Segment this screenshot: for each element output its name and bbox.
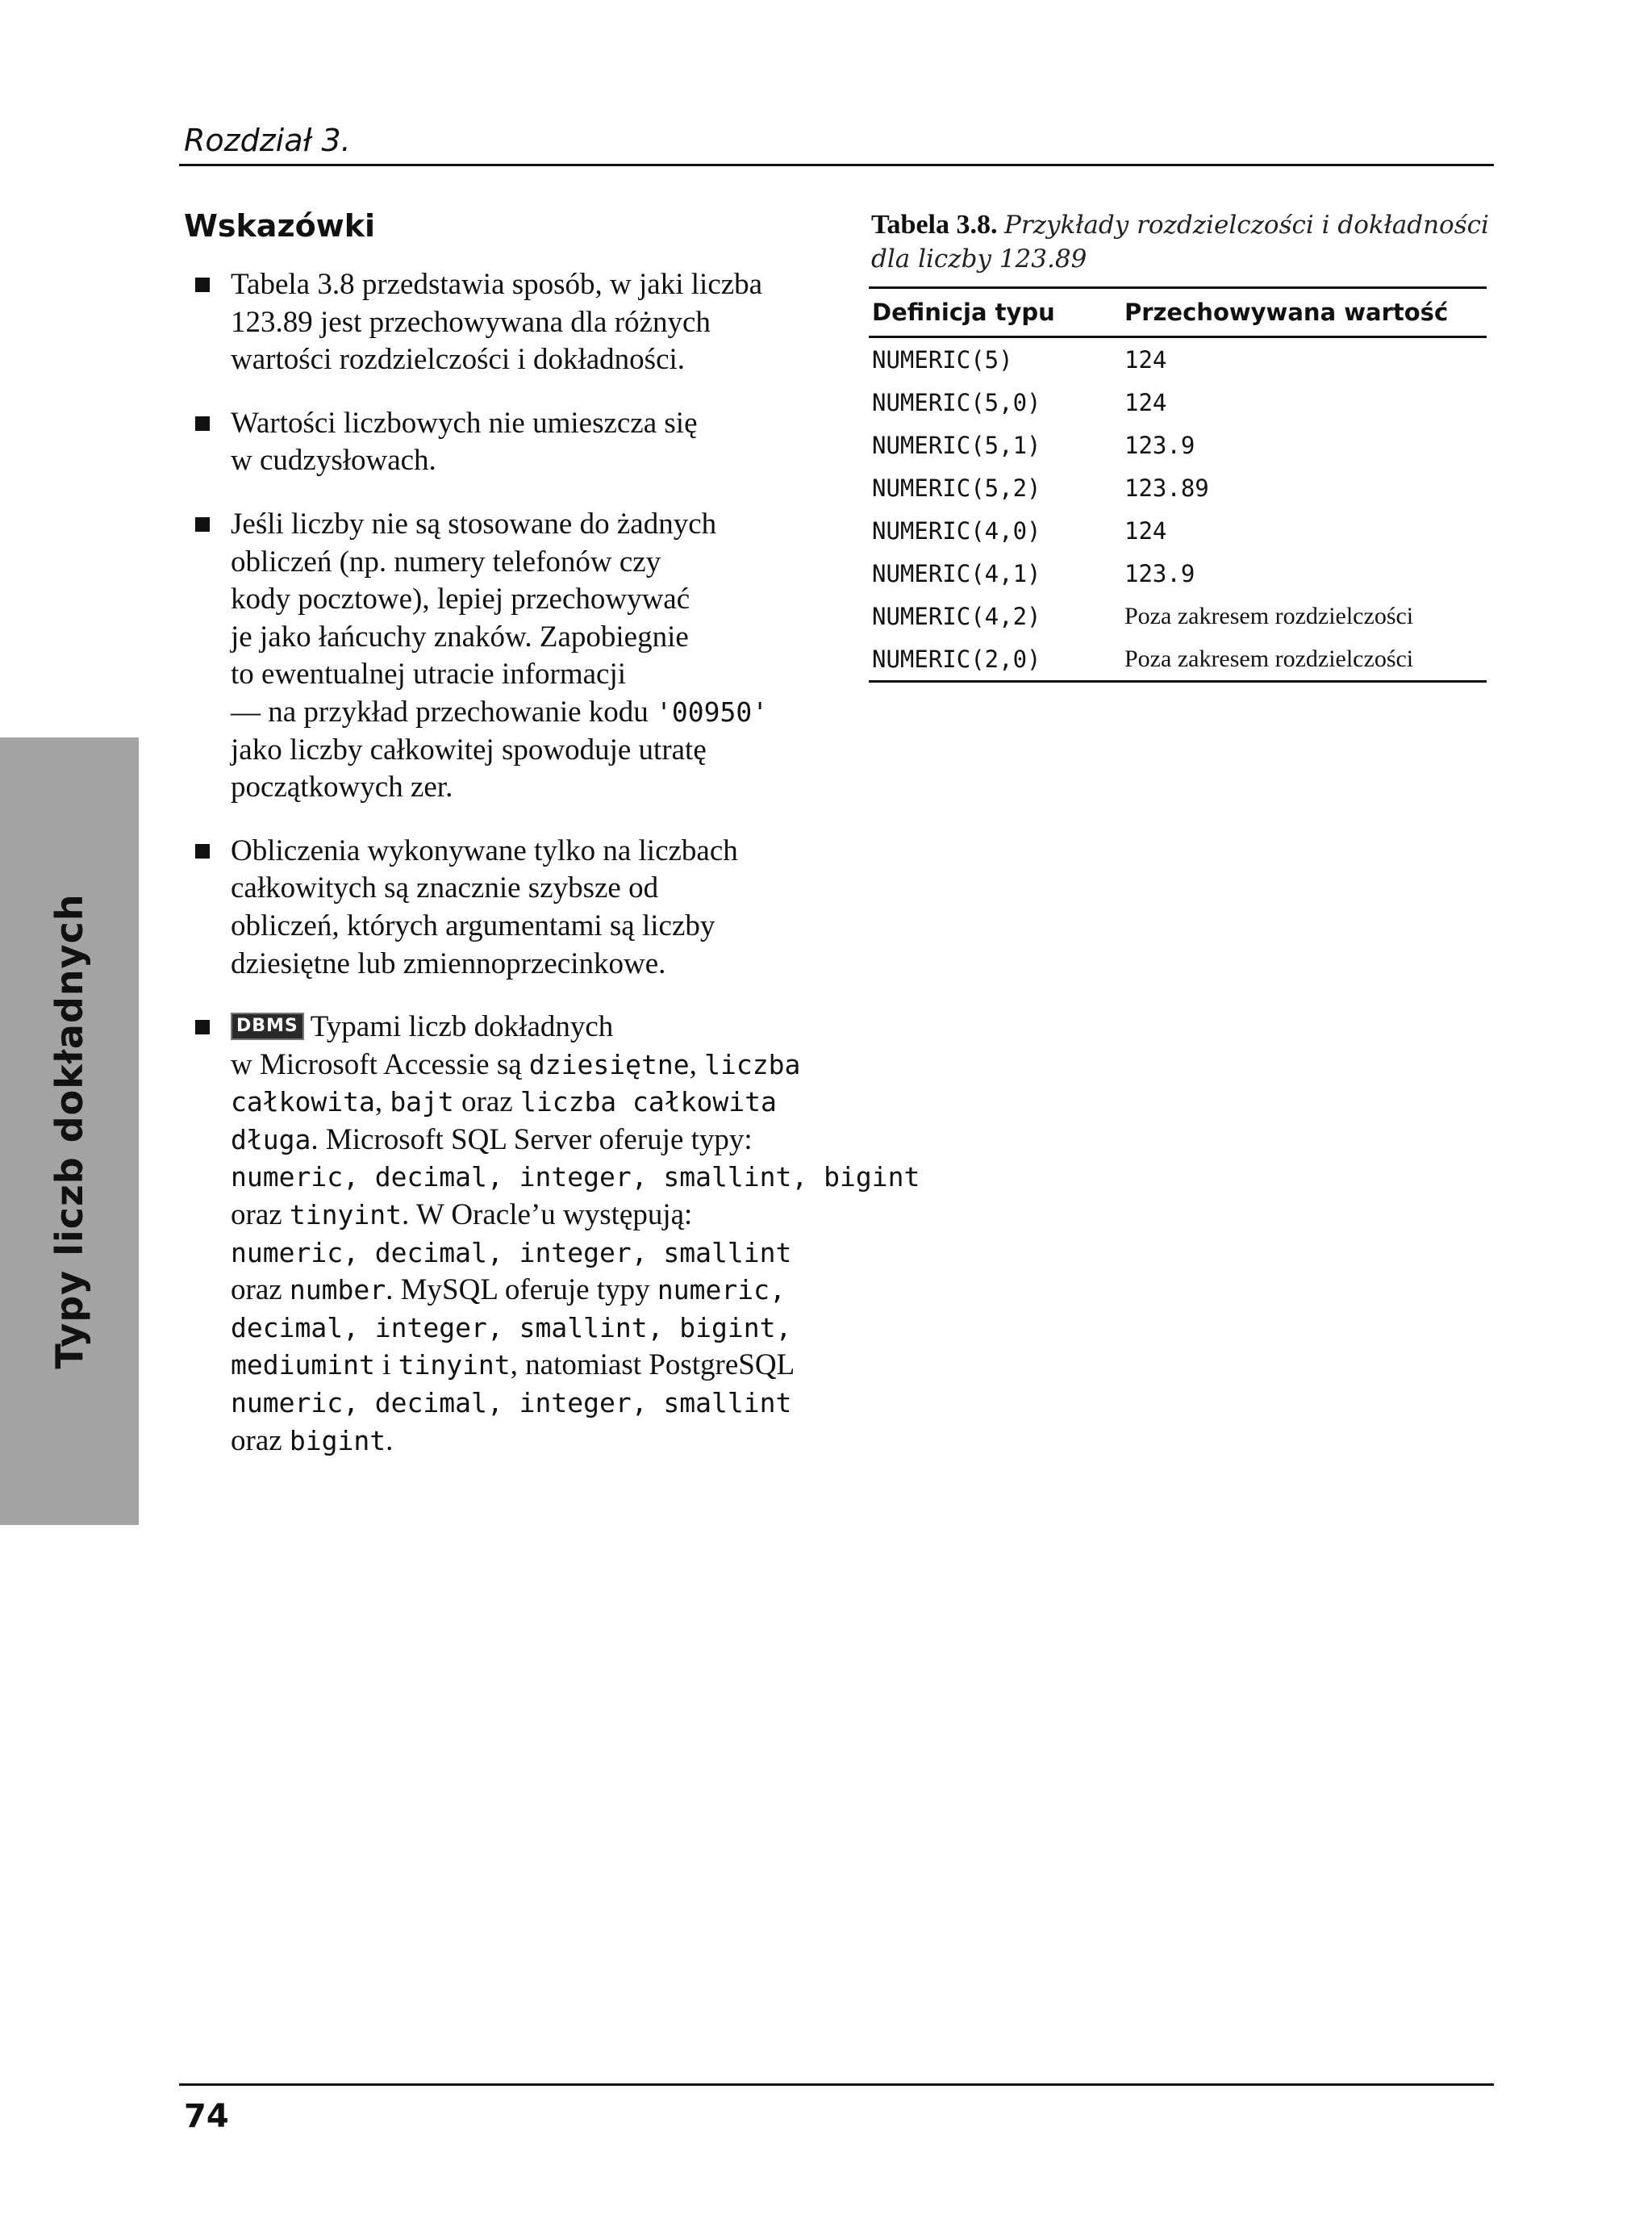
code-snippet: całkowita <box>231 1086 375 1118</box>
bullet-icon <box>195 517 210 532</box>
table-row <box>869 509 1487 552</box>
tip-text: oraz <box>231 1423 290 1457</box>
tip-line: początkowych zer. <box>231 771 453 804</box>
tip-text: . MySQL oferuje typy <box>386 1273 657 1307</box>
tip-line: to ewentualnej utracie informacji <box>231 658 627 691</box>
table-row <box>869 337 1487 382</box>
column-header: Definicja typu <box>869 288 1121 337</box>
stored-value-cell: 123.89 <box>1124 474 1209 502</box>
tip-line <box>231 1047 831 1084</box>
code-snippet: dziesiętne <box>528 1048 690 1080</box>
table-row <box>869 637 1487 682</box>
table-caption-text: dla liczby 123.89 <box>871 244 1087 274</box>
tip-item <box>194 1009 920 1460</box>
code-line: numeric, decimal, integer, smallint, bigint <box>231 1161 920 1193</box>
tip-item <box>194 833 831 983</box>
bullet-icon <box>195 416 210 431</box>
code-snippet: liczba całkowita <box>519 1086 777 1118</box>
tip-line <box>231 1197 831 1235</box>
table-row <box>869 595 1487 637</box>
type-definition-cell: NUMERIC(5) <box>872 345 1013 374</box>
table-caption-label: Tabela 3.8. <box>871 210 998 240</box>
chapter-header: Rozdział 3. <box>184 123 351 158</box>
code-snippet: mediumint <box>231 1349 375 1381</box>
table-row <box>869 381 1487 424</box>
tip-line <box>231 694 831 732</box>
bullet-icon <box>195 844 210 859</box>
type-definition-cell: NUMERIC(2,0) <box>869 637 1121 682</box>
tip-line <box>231 1423 831 1460</box>
table-caption <box>871 208 1500 276</box>
code-line: numeric, decimal, integer, smallint <box>231 1387 792 1419</box>
tip-line <box>231 1122 831 1159</box>
code-snippet: bigint <box>289 1424 386 1456</box>
bullet-icon <box>195 1020 210 1034</box>
tip-text: . W Oracle’u występują: <box>402 1198 693 1232</box>
tip-line: je jako łańcuchy znaków. Zapobiegnie <box>231 620 689 654</box>
tip-line: dziesiętne lub zmiennoprzecinkowe. <box>231 946 666 980</box>
tip-line: 123.89 jest przechowywana dla różnych <box>231 305 711 339</box>
tip-line: Jeśli liczby nie są stosowane do żadnych <box>231 507 717 541</box>
type-definition-cell: NUMERIC(5,0) <box>872 388 1041 416</box>
tip-text: oraz <box>231 1273 290 1307</box>
code-snippet: długa <box>231 1123 311 1155</box>
code-snippet: numeric, <box>657 1274 786 1306</box>
footer-rule <box>179 2083 1494 2086</box>
type-definition-cell: NUMERIC(5,2) <box>872 474 1041 502</box>
tips-heading: Wskazówki <box>184 208 376 244</box>
stored-value-cell: 124 <box>1124 345 1167 374</box>
code-snippet: tinyint <box>289 1199 402 1231</box>
table-row <box>869 424 1487 466</box>
tip-line: jako liczby całkowitej spowoduje utratę <box>231 733 707 767</box>
code-snippet: tinyint <box>398 1349 511 1381</box>
stored-value-cell: 123.9 <box>1124 431 1195 459</box>
bullet-icon <box>195 278 210 292</box>
code-snippet: number <box>289 1274 386 1306</box>
tip-line: obliczeń (np. numery telefonów czy <box>231 545 661 579</box>
tip-line: kody pocztowe), lepiej przechowywać <box>231 583 690 616</box>
tip-line: w cudzysłowach. <box>231 444 436 478</box>
table-row <box>869 466 1487 509</box>
type-definition-cell: NUMERIC(4,2) <box>872 602 1041 630</box>
tip-line <box>231 1084 831 1122</box>
tip-line: Obliczenia wykonywane tylko na liczbach <box>231 834 738 867</box>
page-number: 74 <box>184 2098 229 2135</box>
stored-value-cell: 124 <box>1124 516 1167 545</box>
tip-line: całkowitych są znacznie szybsze od <box>231 871 659 905</box>
type-definition-cell: NUMERIC(4,0) <box>872 516 1041 545</box>
tip-text: — na przykład przechowanie kodu <box>231 695 657 729</box>
precision-table <box>869 286 1487 683</box>
tip-text: , natomiast PostgreSQL <box>510 1348 795 1382</box>
tip-text: , <box>374 1085 390 1119</box>
code-line: numeric, decimal, integer, smallint <box>231 1236 792 1268</box>
dbms-icon: DBMS <box>231 1013 304 1040</box>
tip-line <box>231 1347 831 1385</box>
tip-item <box>194 506 831 807</box>
tip-text: , <box>689 1047 705 1081</box>
tip-line: wartości rozdzielczości i dokładności. <box>231 343 686 377</box>
side-tab-label: Typy liczb dokładnych <box>48 893 91 1369</box>
code-snippet: liczba <box>704 1048 801 1080</box>
tip-text: w Microsoft Accessie są <box>231 1047 529 1081</box>
tip-line: Tabela 3.8 przedstawia sposób, w jaki liczba <box>231 268 763 301</box>
code-snippet: bajt <box>390 1086 454 1118</box>
tip-line <box>231 1272 831 1310</box>
type-definition-cell: NUMERIC(5,1) <box>872 431 1041 459</box>
tip-text: oraz <box>231 1198 290 1232</box>
tips-list <box>194 266 920 1485</box>
table-caption-text: Przykłady rozdzielczości i dokładności <box>1004 211 1489 240</box>
stored-value-cell: 123.9 <box>1124 559 1195 587</box>
tip-line: Wartości liczbowych nie umieszcza się <box>231 406 698 440</box>
stored-value-cell: 124 <box>1124 388 1167 416</box>
tip-line <box>231 1009 831 1047</box>
stored-value-cell: Poza zakresem rozdzielczości <box>1121 637 1487 682</box>
tip-item <box>194 405 831 480</box>
tip-item <box>194 266 831 379</box>
tip-text: i <box>374 1348 398 1382</box>
tip-text: . Microsoft SQL Server oferuje typy: <box>311 1122 753 1156</box>
tip-line: obliczeń, których argumentami są liczby <box>231 909 715 942</box>
tip-text: . <box>386 1423 394 1457</box>
column-header: Przechowywana wartość <box>1121 288 1487 337</box>
code-line: decimal, integer, smallint, bigint, <box>231 1311 792 1343</box>
stored-value-cell: Poza zakresem rozdzielczości <box>1124 602 1414 629</box>
header-rule <box>179 164 1494 166</box>
table-row <box>869 552 1487 595</box>
type-definition-cell: NUMERIC(4,1) <box>872 559 1041 587</box>
table-header-row <box>869 288 1487 337</box>
tip-text: oraz <box>453 1085 520 1119</box>
code-snippet: '00950' <box>656 696 769 728</box>
tip-text: Typami liczb dokładnych <box>310 1010 614 1044</box>
